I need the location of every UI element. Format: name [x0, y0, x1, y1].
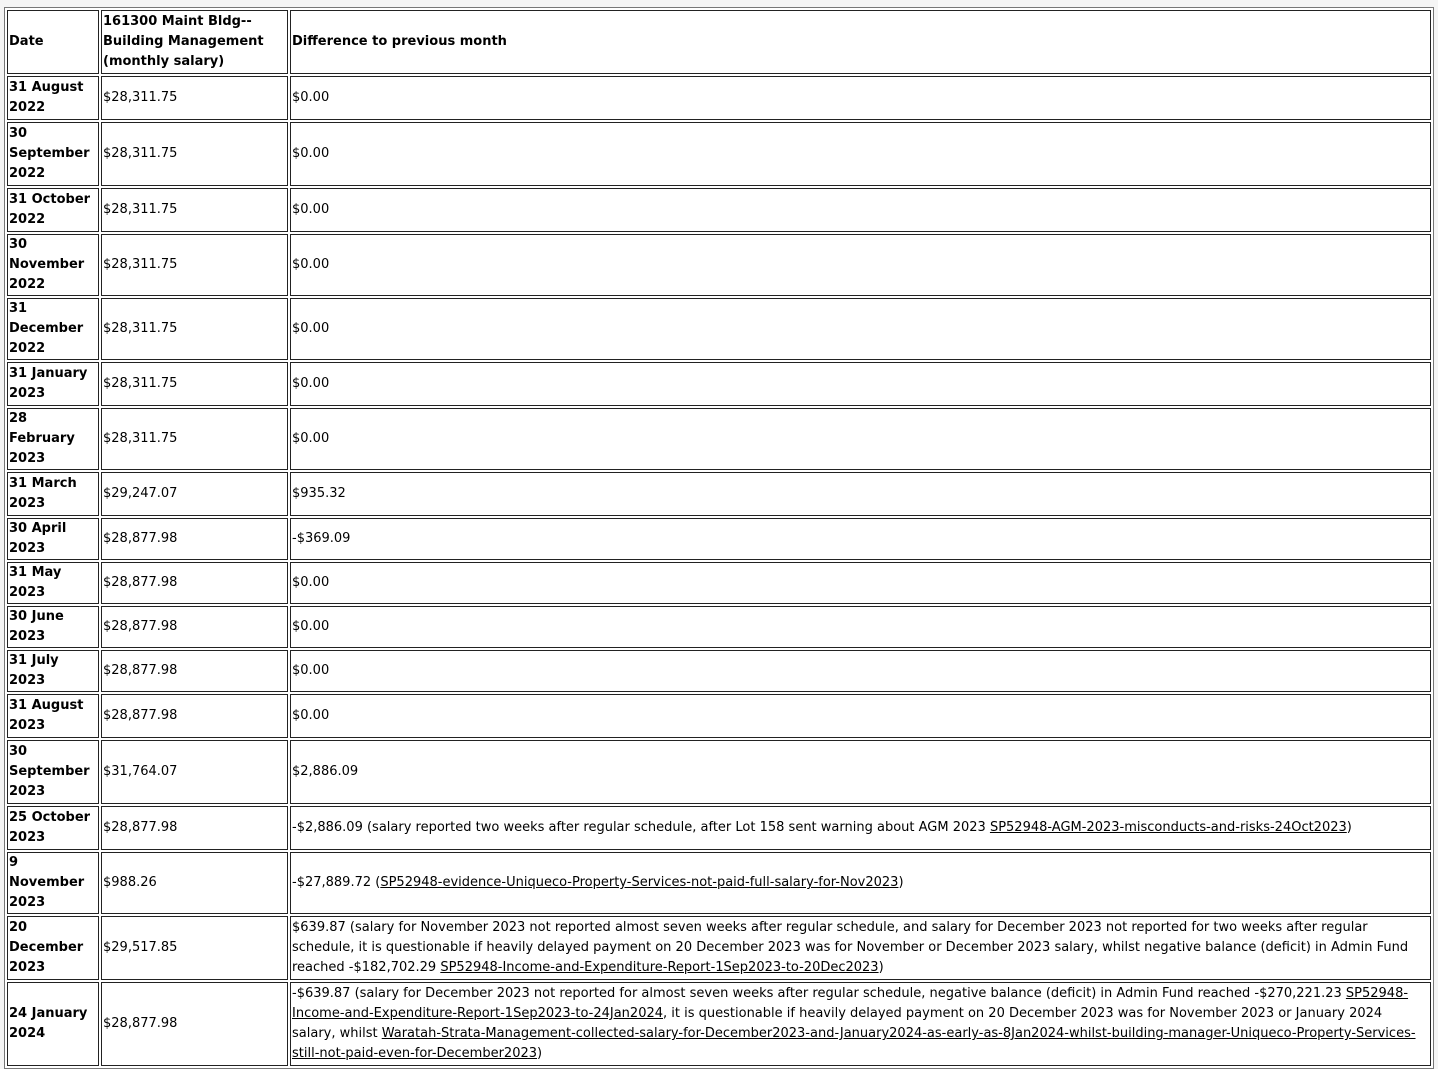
row-difference: $0.00: [290, 650, 1431, 692]
row-date: 30 June 2023: [7, 606, 99, 648]
table-row: [7, 122, 1431, 186]
row-date: 30 April 2023: [7, 518, 99, 560]
row-difference: $0.00: [290, 606, 1431, 648]
difference-text: -$27,889.72 (: [292, 875, 381, 890]
row-difference: $0.00: [290, 122, 1431, 186]
row-difference: $0.00: [290, 298, 1431, 360]
table-row: [7, 298, 1431, 360]
table-row: [7, 362, 1431, 406]
row-salary: $28,311.75: [101, 408, 288, 470]
row-salary: $31,764.07: [101, 740, 288, 804]
waratah-salary-collection-link[interactable]: Waratah-Strata-Management-collected-salary-for-December2023-and-January2024-as-early-as-8Jan2024-whilst-building-manager-Uniqueco-Property-Services-still-not-paid-even-for-December2023: [292, 1026, 1416, 1061]
row-salary: $29,517.85: [101, 916, 288, 980]
difference-text: -$639.87 (salary for December 2023 not reported for almost seven weeks after regular schedule, negative balance (deficit) in Admin Fund reached -$270,221.23: [292, 986, 1346, 1001]
row-date: 9 November 2023: [7, 852, 99, 914]
income-expenditure-report-dec-link[interactable]: SP52948-Income-and-Expenditure-Report-1Sep2023-to-20Dec2023: [440, 960, 879, 975]
row-salary: $28,311.75: [101, 362, 288, 406]
row-salary: $28,877.98: [101, 694, 288, 738]
row-difference: [290, 982, 1431, 1066]
row-date: 31 May 2023: [7, 562, 99, 604]
agm-2023-report-link[interactable]: SP52948-AGM-2023-misconducts-and-risks-24Oct2023: [989, 820, 1347, 835]
table-row: [7, 694, 1431, 738]
row-salary: $28,877.98: [101, 650, 288, 692]
row-date: 30 September 2022: [7, 122, 99, 186]
row-difference: $0.00: [290, 76, 1431, 120]
table-row: [7, 408, 1431, 470]
row-difference: [290, 852, 1431, 914]
table-row: [7, 472, 1431, 516]
table-row: [7, 982, 1431, 1066]
difference-text: , it is questionable if heavily delayed payment on 20 December 2023 was for November 2023 or January 2024 salary, whilst: [292, 1006, 1383, 1041]
table-row: [7, 188, 1431, 232]
row-difference: -$369.09: [290, 518, 1431, 560]
table-row: [7, 650, 1431, 692]
row-date: 24 January 2024: [7, 982, 99, 1066]
table-row: [7, 740, 1431, 804]
salary-table-container: [4, 7, 1434, 1069]
table-row: [7, 234, 1431, 296]
difference-text: -$2,886.09 (salary reported two weeks after regular schedule, after Lot 158 sent warning about AGM 2023: [292, 820, 990, 835]
table-row: [7, 562, 1431, 604]
difference-text: ): [1346, 820, 1352, 835]
row-salary: $28,877.98: [101, 518, 288, 560]
row-salary: $28,877.98: [101, 606, 288, 648]
row-difference: $0.00: [290, 188, 1431, 232]
row-salary: $28,311.75: [101, 188, 288, 232]
row-salary: $28,311.75: [101, 122, 288, 186]
row-date: 20 December 2023: [7, 916, 99, 980]
row-difference: $935.32: [290, 472, 1431, 516]
row-difference: [290, 806, 1431, 850]
row-difference: $0.00: [290, 362, 1431, 406]
difference-text: $639.87 (salary for November 2023 not reported almost seven weeks after regular schedule, and salary for December 2023 not reported for two weeks after regular schedule, it is questionable if heavily delayed payment on 20 December 2023 was for November or December 2023 salary, whilst negative balance (deficit) in Admin Fund reached -$182,702.29: [292, 920, 1409, 975]
row-salary: $29,247.07: [101, 472, 288, 516]
difference-text: ): [878, 960, 884, 975]
row-date: 31 August 2022: [7, 76, 99, 120]
difference-text: ): [898, 875, 904, 890]
header-row: [7, 10, 1431, 74]
income-expenditure-report-jan-link[interactable]: SP52948-Income-and-Expenditure-Report-1Sep2023-to-24Jan2024: [292, 986, 1409, 1021]
table-row: [7, 518, 1431, 560]
row-difference: [290, 916, 1431, 980]
row-difference: $2,886.09: [290, 740, 1431, 804]
table-row: [7, 806, 1431, 850]
difference-text: ): [537, 1046, 543, 1061]
row-date: 25 October 2023: [7, 806, 99, 850]
header-date: Date: [7, 10, 99, 74]
salary-table: [4, 7, 1434, 1069]
row-date: 31 August 2023: [7, 694, 99, 738]
row-date: 31 October 2022: [7, 188, 99, 232]
row-date: 31 March 2023: [7, 472, 99, 516]
row-salary: $988.26: [101, 852, 288, 914]
table-row: [7, 916, 1431, 980]
row-difference: $0.00: [290, 408, 1431, 470]
row-salary: $28,877.98: [101, 982, 288, 1066]
row-salary: $28,311.75: [101, 76, 288, 120]
row-salary: $28,311.75: [101, 234, 288, 296]
row-salary: $28,877.98: [101, 806, 288, 850]
row-date: 31 December 2022: [7, 298, 99, 360]
row-date: 28 February 2023: [7, 408, 99, 470]
row-salary: $28,311.75: [101, 298, 288, 360]
table-row: [7, 76, 1431, 120]
unpaid-salary-evidence-link[interactable]: SP52948-evidence-Uniqueco-Property-Services-not-paid-full-salary-for-Nov2023: [380, 875, 899, 890]
row-difference: $0.00: [290, 562, 1431, 604]
table-row: [7, 852, 1431, 914]
row-date: 30 September 2023: [7, 740, 99, 804]
header-salary: 161300 Maint Bldg--Building Management (monthly salary): [101, 10, 288, 74]
row-date: 31 January 2023: [7, 362, 99, 406]
row-salary: $28,877.98: [101, 562, 288, 604]
header-difference: Difference to previous month: [290, 10, 1431, 74]
row-difference: $0.00: [290, 694, 1431, 738]
table-row: [7, 606, 1431, 648]
row-date: 31 July 2023: [7, 650, 99, 692]
row-difference: $0.00: [290, 234, 1431, 296]
row-date: 30 November 2022: [7, 234, 99, 296]
